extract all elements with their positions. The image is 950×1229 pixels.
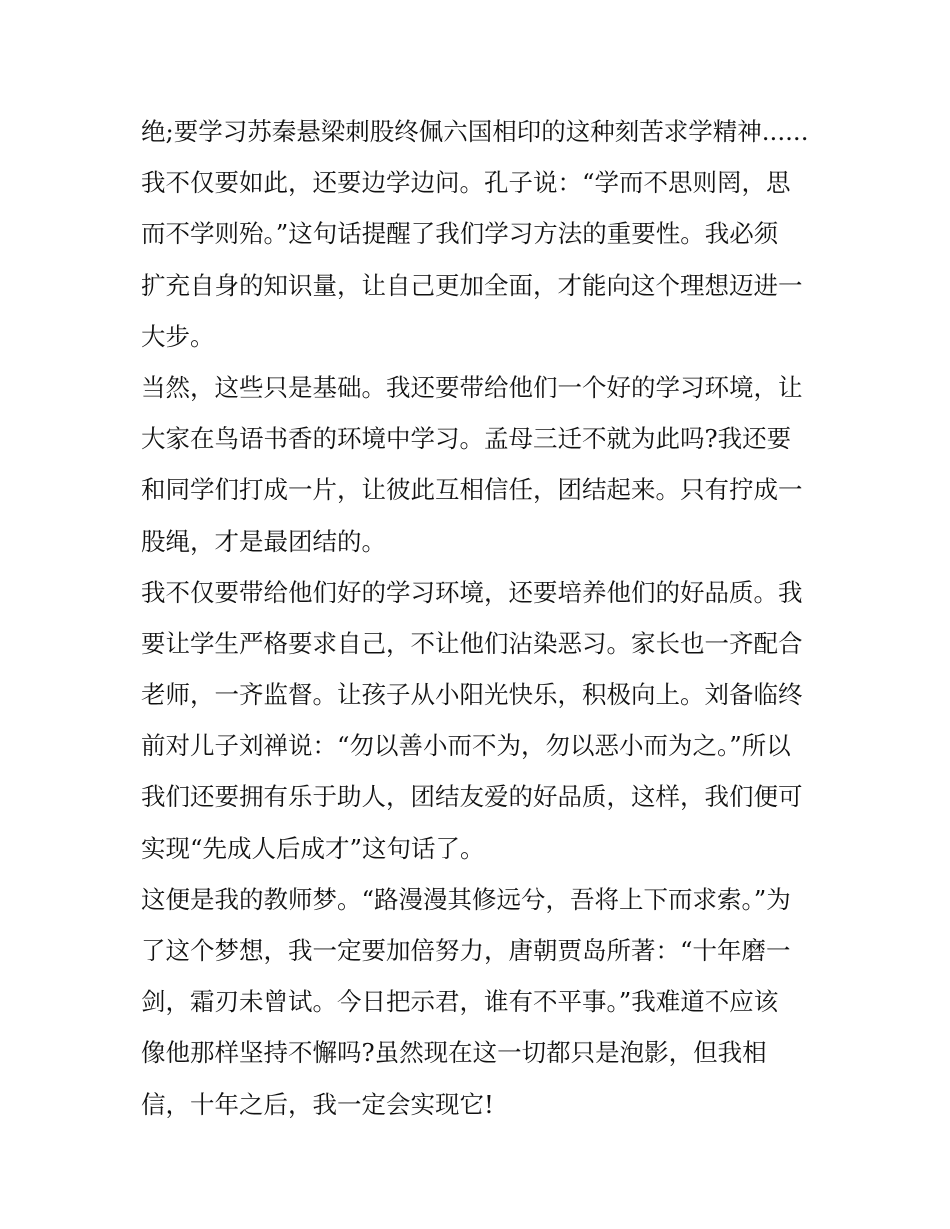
text-line: 当然，这些只是基础。我还要带给他们一个好的学习环境，让 [141, 372, 803, 402]
text-line: 我不仅要如此，还要边学边问。孔子说：“学而不思则罔，思 [141, 168, 791, 198]
text-line: 大步。 [141, 321, 215, 351]
text-line: 股绳，才是最团结的。 [141, 526, 386, 556]
text-line: 绝;要学习苏秦悬梁刺股终佩六国相印的这种刻苦求学精神...... [141, 117, 809, 146]
text-line: 了这个梦想，我一定要加倍努力，唐朝贾岛所著：“十年磨一 [141, 936, 791, 965]
text-line: 我们还要拥有乐于助人，团结友爱的好品质，这样，我们便可 [141, 782, 803, 812]
text-line: 前对儿子刘禅说：“勿以善小而不为，勿以恶小而为之。”所以 [141, 731, 791, 761]
text-line: 实现“先成人后成才”这句话了。 [141, 833, 485, 863]
text-line: 像他那样坚持不懈吗?虽然现在这一切都只是泡影，但我相 [141, 1038, 767, 1068]
essay-text [141, 106, 821, 1130]
text-line: 老师，一齐监督。让孩子从小阳光快乐，积极向上。刘备临终 [141, 680, 803, 710]
text-line: 而不学则殆。”这句话提醒了我们学习方法的重要性。我必须 [141, 219, 779, 249]
text-line: 扩充自身的知识量，让自己更加全面，才能向这个理想迈进一 [141, 270, 803, 300]
text-line: 剑，霜刃未曾试。今日把示君，谁有不平事。”我难道不应该 [141, 987, 779, 1017]
text-line: 和同学们打成一片，让彼此互相信任，团结起来。只有拧成一 [141, 475, 803, 505]
text-line: 这便是我的教师梦。“路漫漫其修远兮，吾将上下而求索。”为 [141, 884, 791, 914]
text-line: 我不仅要带给他们好的学习环境，还要培养他们的好品质。我 [141, 577, 803, 607]
text-line: 要让学生严格要求自己，不让他们沾染恶习。家长也一齐配合 [141, 628, 803, 658]
text-line: 大家在鸟语书香的环境中学习。孟母三迁不就为此吗?我还要 [141, 424, 792, 454]
text-line: 信，十年之后，我一定会实现它! [141, 1089, 494, 1119]
